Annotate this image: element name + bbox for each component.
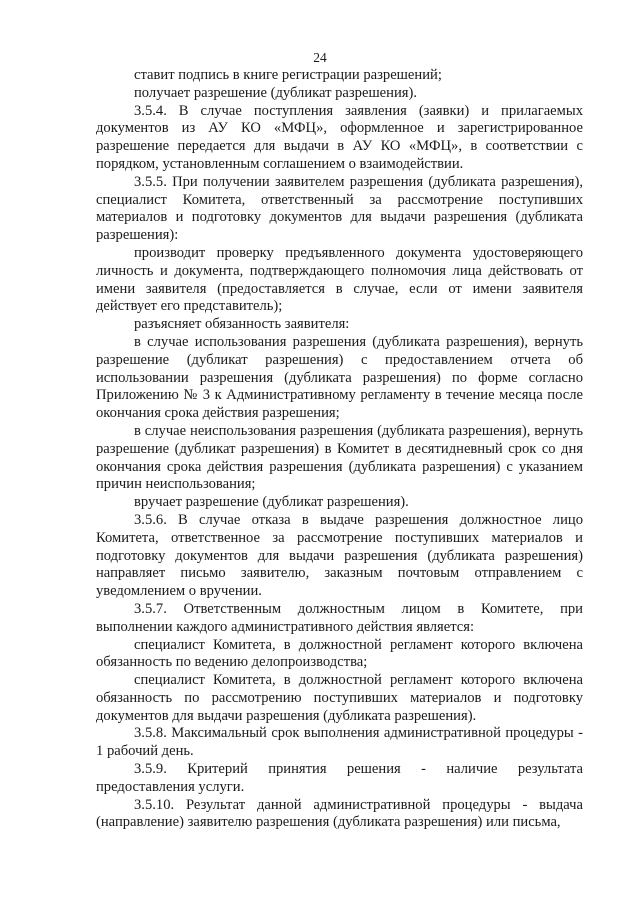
paragraph: в случае использования разрешения (дубликата разрешения), вернуть разрешение (дубликат разрешения) с предоставлением отчета об использовании разрешения (дубликата разрешения) по форме согласно Приложению № 3 к Административному регламенту в течение месяца после окончания срока действия разрешения; [96, 333, 583, 422]
paragraph: 3.5.10. Результат данной административной процедуры - выдача (направление) заявителю разрешения (дубликата разрешения) или письма, [96, 796, 583, 831]
paragraph: 3.5.4. В случае поступления заявления (заявки) и прилагаемых документов из АУ КО «МФЦ», оформленное и зарегистрированное разрешение передается для выдачи в АУ КО «МФЦ», в соответствии с порядком, установленным соглашением о взаимодействии. [96, 102, 583, 172]
paragraph: получает разрешение (дубликат разрешения). [134, 84, 417, 101]
paragraph: производит проверку предъявленного документа удостоверяющего личность и документа, подтверждающего полномочия лица действовать от имени заявителя (предоставляется в случае, если от имени заявителя действует его представитель); [96, 244, 583, 315]
page-number: 24 [313, 50, 327, 65]
paragraph: 3.5.8. Максимальный срок выполнения административной процедуры - 1 рабочий день. [96, 725, 583, 760]
paragraph: 3.5.5. При получении заявителем разрешения (дубликата разрешения), специалист Комитета, ответственный за рассмотрение поступивших материалов и подготовку документов для выдачи разрешения (дубликата разрешения): [96, 173, 583, 244]
paragraph: в случае неиспользования разрешения (дубликата разрешения), вернуть разрешение (дубликат разрешения) в Комитет в десятидневный срок со дня окончания срока действия разрешения (дубликата разрешения) с указанием причин неиспользования; [96, 422, 583, 493]
paragraph: 3.5.6. В случае отказа в выдаче разрешения должностное лицо Комитета, ответственное за рассмотрение поступивших материалов и подготовку документов для выдачи разрешения (дубликата разрешения) направляет письмо заявителю, заказным почтовым отправлением с уведомлением о вручении. [96, 511, 583, 600]
paragraph: специалист Комитета, в должностной регламент которого включена обязанность по рассмотрению поступивших материалов и подготовку документов для выдачи разрешения (дубликата разрешения). [96, 672, 583, 724]
paragraph: 3.5.9. Критерий принятия решения - наличие результата предоставления услуги. [96, 761, 583, 795]
paragraph: ставит подпись в книге регистрации разрешений; [134, 67, 442, 83]
paragraph: специалист Комитета, в должностной регламент которого включена обязанность по ведению делопроизводства; [96, 636, 583, 671]
paragraph: разъясняет обязанность заявителя: [134, 316, 350, 333]
document-body [96, 67, 583, 832]
paragraph: вручает разрешение (дубликат разрешения). [134, 494, 409, 511]
paragraph: 3.5.7. Ответственным должностным лицом в Комитете, при выполнении каждого административного действия является: [96, 600, 583, 635]
